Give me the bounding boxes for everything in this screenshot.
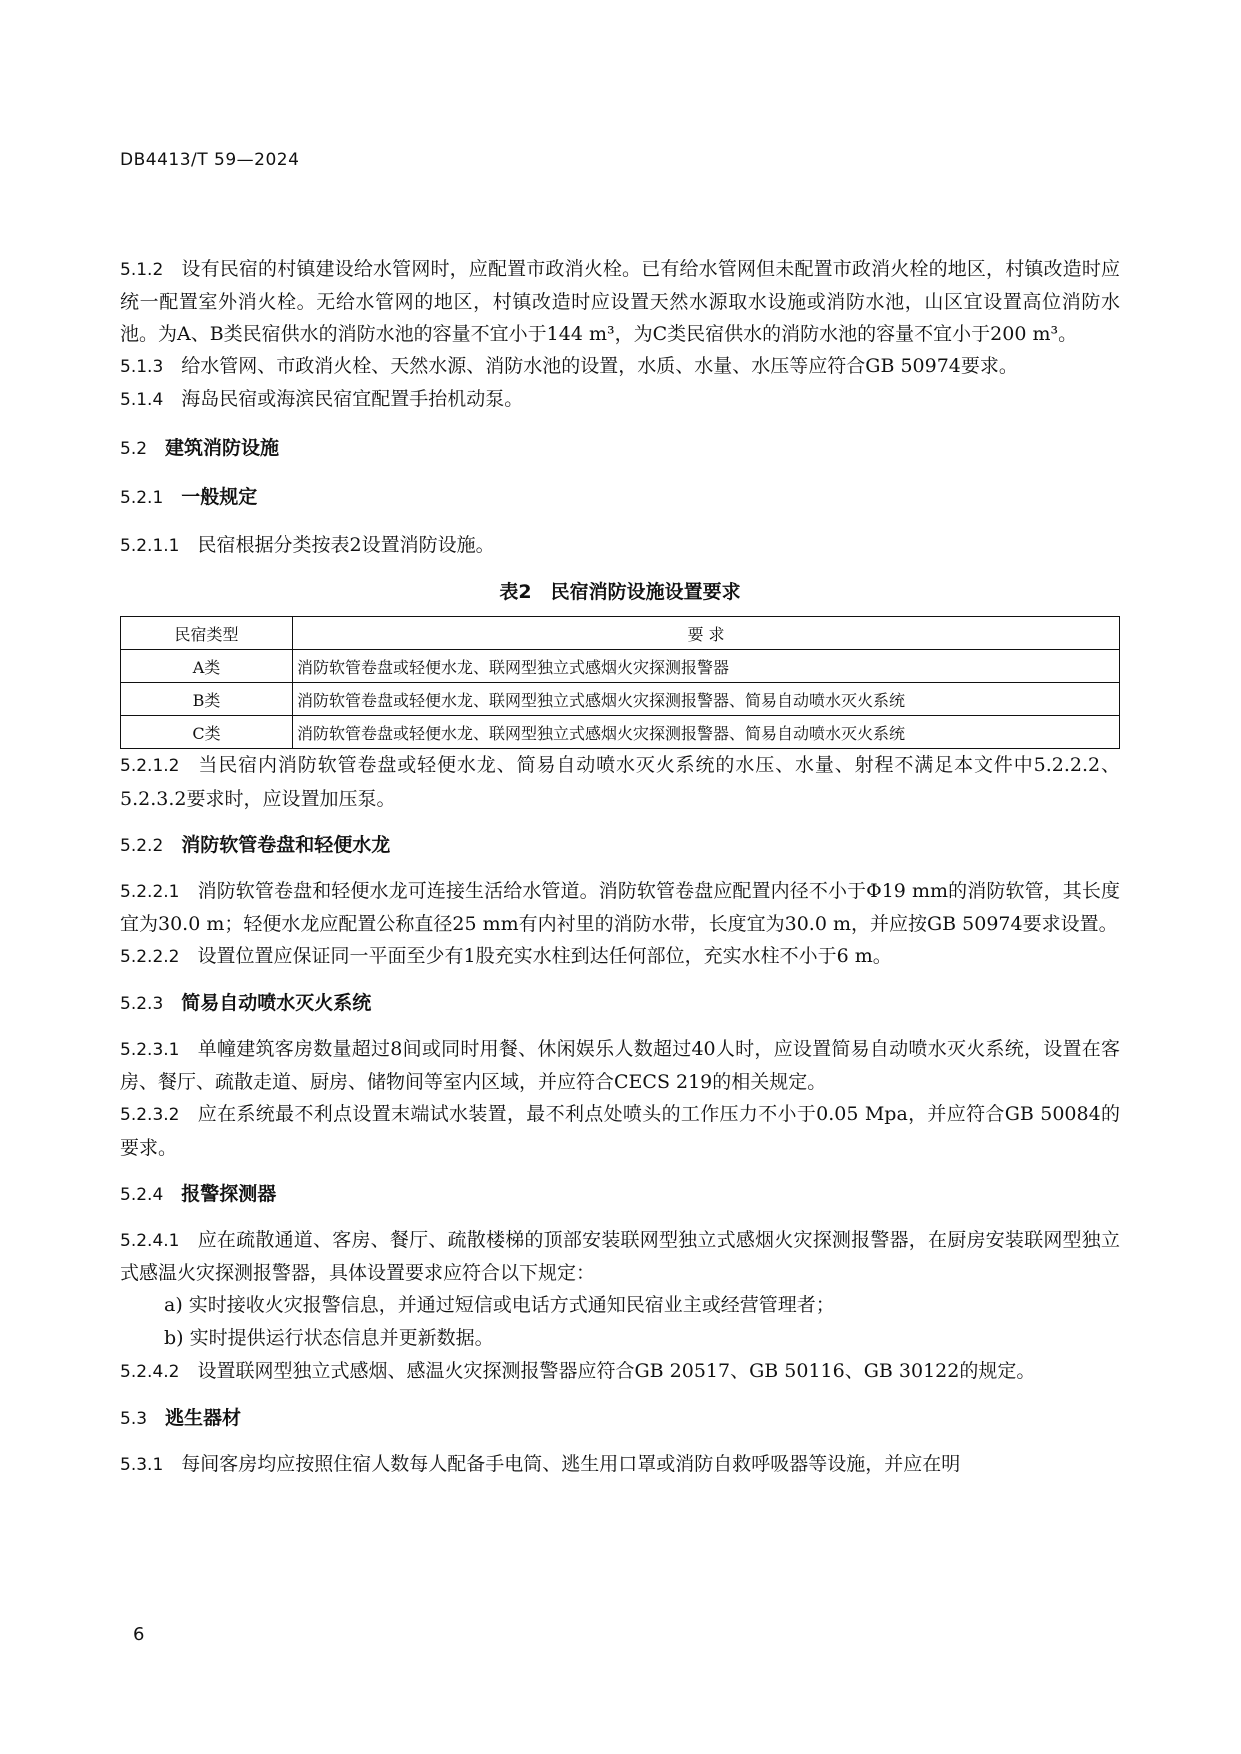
table-cell-requirement: 消防软管卷盘或轻便水龙、联网型独立式感烟火灾探测报警器、简易自动喷水灭火系统 — [293, 716, 1120, 749]
clause-number: 5.2.1.2 — [120, 756, 180, 776]
clause-5-2-2-1 — [120, 875, 1120, 940]
requirements-table — [120, 616, 1120, 749]
heading-text: 一般规定 — [181, 486, 258, 508]
clause-5-2-2-2 — [120, 940, 1120, 974]
clause-number: 5.2.2.1 — [120, 882, 180, 902]
heading-number: 5.2 — [120, 439, 148, 459]
clause-number: 5.1.4 — [120, 390, 164, 410]
heading-text: 建筑消防设施 — [165, 437, 280, 459]
clause-text: 设置联网型独立式感烟、感温火灾探测报警器应符合GB 20517、GB 50116、GB 30122的规定。 — [197, 1360, 1036, 1382]
heading-text: 逃生器材 — [165, 1407, 242, 1429]
page-number: 6 — [133, 1624, 145, 1645]
heading-text: 简易自动喷水灭火系统 — [181, 992, 372, 1014]
heading-number: 5.2.2 — [120, 836, 164, 856]
clause-number: 5.2.3.2 — [120, 1105, 180, 1125]
table-header-type: 民宿类型 — [121, 617, 293, 650]
heading-number: 5.2.4 — [120, 1185, 164, 1205]
heading-text: 报警探测器 — [181, 1183, 277, 1205]
clause-text: 每间客房均应按照住宿人数每人配备手电筒、逃生用口罩或消防自救呼吸器等设施，并应在明 — [181, 1453, 961, 1475]
clause-text: 单幢建筑客房数量超过8间或同时用餐、休闲娱乐人数超过40人时，应设置简易自动喷水灭火系统，设置在客房、餐厅、疏散走道、厨房、储物间等室内区域，并应符合CECS 219的相关规定。 — [120, 1038, 1120, 1093]
clause-5-1-3 — [120, 350, 1120, 383]
clause-text: 应在疏散通道、客房、餐厅、疏散楼梯的顶部安装联网型独立式感烟火灾探测报警器，在厨房安装联网型独立式感温火灾探测报警器，具体设置要求应符合以下规定： — [120, 1229, 1120, 1284]
clause-text: 应在系统最不利点设置末端试水装置，最不利点处喷头的工作压力不小于0.05 Mpa，并应符合GB 50084的要求。 — [120, 1103, 1120, 1159]
table-cell-requirement: 消防软管卷盘或轻便水龙、联网型独立式感烟火灾探测报警器 — [293, 650, 1120, 683]
heading-number: 5.2.3 — [120, 994, 164, 1014]
list-item: b) 实时提供运行状态信息并更新数据。 — [164, 1327, 494, 1349]
section-heading-5-3 — [120, 1403, 1120, 1430]
table-cell-requirement: 消防软管卷盘或轻便水龙、联网型独立式感烟火灾探测报警器、简易自动喷水灭火系统 — [293, 683, 1120, 716]
clause-5-2-4-1 — [120, 1224, 1120, 1289]
clause-text: 设有民宿的村镇建设给水管网时，应配置市政消火栓。已有给水管网但未配置市政消火栓的地区，村镇改造时应统一配置室外消火栓。无给水管网的地区，村镇改造时应设置天然水源取水设施或消防水池，山区宜设置高位消防水池。为A、B类民宿供水的消防水池的容量不宜小于144 m³，为C类民宿供水的消防水池的容量不宜小于200 m³。 — [120, 258, 1120, 345]
table-header-requirement: 要 求 — [293, 617, 1120, 650]
clause-number: 5.2.4.2 — [120, 1362, 180, 1382]
clause-5-2-4-2 — [120, 1355, 1120, 1389]
clause-5-1-4 — [120, 383, 1120, 417]
table-cell-type: A类 — [121, 650, 293, 683]
heading-number: 5.3 — [120, 1409, 148, 1429]
clause-text: 给水管网、市政消火栓、天然水源、消防水池的设置，水质、水量、水压等应符合GB 50974要求。 — [181, 355, 1018, 377]
table-row — [121, 683, 1120, 716]
clause-5-2-1-2 — [120, 749, 1120, 816]
clause-text: 民宿根据分类按表2设置消防设施。 — [197, 534, 495, 556]
clause-number: 5.2.1.1 — [120, 536, 180, 556]
clause-number: 5.2.2.2 — [120, 947, 180, 967]
table-title: 表2 民宿消防设施设置要求 — [499, 581, 741, 603]
clause-text: 消防软管卷盘和轻便水龙可连接生活给水管道。消防软管卷盘应配置内径不小于Φ19 mm的消防软管，其长度宜为30.0 m；轻便水龙应配置公称直径25 mm有内衬里的消防水带，长度宜为30.0 m，并应按GB 50974要求设置。 — [120, 880, 1120, 935]
section-heading-5-2 — [120, 433, 1120, 460]
table-row — [121, 650, 1120, 683]
clause-5-2-3-1 — [120, 1033, 1120, 1098]
clause-number: 5.1.2 — [120, 260, 164, 280]
clause-5-3-1 — [120, 1448, 1120, 1482]
clause-text: 海岛民宿或海滨民宿宜配置手抬机动泵。 — [181, 388, 524, 410]
table-header-row — [121, 617, 1120, 650]
clause-number: 5.3.1 — [120, 1455, 164, 1475]
table-cell-type: B类 — [121, 683, 293, 716]
section-heading-5-2-1 — [120, 482, 1120, 509]
clause-5-2-3-2 — [120, 1098, 1120, 1165]
heading-number: 5.2.1 — [120, 488, 164, 508]
clause-text: 设置位置应保证同一平面至少有1股充实水柱到达任何部位，充实水柱不小于6 m。 — [197, 945, 892, 967]
clause-number: 5.2.4.1 — [120, 1231, 180, 1251]
page-content — [120, 253, 1120, 1482]
clause-number: 5.1.3 — [120, 357, 164, 377]
heading-text: 消防软管卷盘和轻便水龙 — [181, 834, 391, 856]
clause-5-2-1-1 — [120, 529, 1120, 563]
document-code: DB4413/T 59—2024 — [120, 150, 300, 170]
table-cell-type: C类 — [121, 716, 293, 749]
section-heading-5-2-4 — [120, 1179, 1120, 1206]
clause-5-1-2 — [120, 253, 1120, 350]
section-heading-5-2-3 — [120, 988, 1120, 1015]
clause-number: 5.2.3.1 — [120, 1040, 180, 1060]
table-row — [121, 716, 1120, 749]
list-item: a) 实时接收火灾报警信息，并通过短信或电话方式通知民宿业主或经营管理者； — [164, 1294, 835, 1316]
clause-text: 当民宿内消防软管卷盘或轻便水龙、简易自动喷水灭火系统的水压、水量、射程不满足本文件中5.2.2.2、5.2.3.2要求时，应设置加压泵。 — [120, 754, 1120, 810]
section-heading-5-2-2 — [120, 830, 1120, 857]
